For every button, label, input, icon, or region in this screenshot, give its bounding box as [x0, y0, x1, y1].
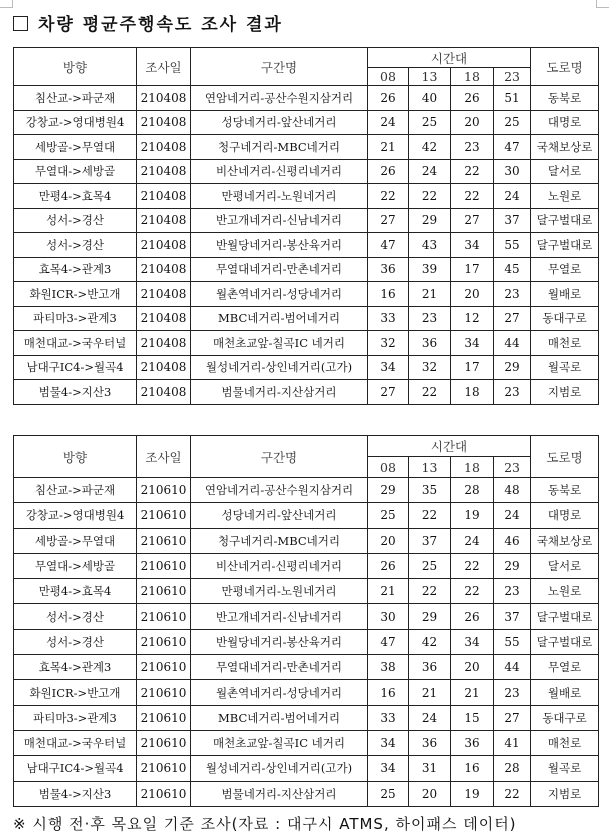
- cell-speed-18: 17: [451, 257, 494, 282]
- cell-speed-13: 22: [409, 380, 451, 405]
- header-direction: 방향: [14, 436, 137, 478]
- cell-survey-date: 210408: [137, 282, 191, 307]
- cell-section: 연암네거리-공산수원지삼거리: [191, 86, 368, 111]
- cell-speed-13: 35: [409, 478, 451, 503]
- cell-section: 월촌역네거리-성당네거리: [191, 282, 368, 307]
- cell-survey-date: 210408: [137, 135, 191, 160]
- table-row: [14, 756, 599, 781]
- cell-speed-13: 24: [409, 705, 451, 730]
- cell-speed-23: 55: [494, 629, 531, 654]
- cell-speed-13: 36: [409, 331, 451, 356]
- header-survey-date: 조사일: [137, 48, 191, 86]
- cell-road: 노원로: [531, 184, 599, 209]
- header-time-18: 18: [451, 457, 494, 478]
- table-row: [14, 781, 599, 806]
- cell-road: 월배로: [531, 282, 599, 307]
- survey-table-after: [13, 435, 599, 807]
- cell-speed-08: 47: [368, 233, 409, 258]
- cell-survey-date: 210408: [137, 159, 191, 184]
- cell-section: 연암네거리-공산수원지삼거리: [191, 478, 368, 503]
- cell-speed-13: 21: [409, 282, 451, 307]
- cell-speed-18: 27: [451, 208, 494, 233]
- cell-speed-23: 46: [494, 528, 531, 553]
- cell-speed-08: 30: [368, 604, 409, 629]
- page-corner-mark: [0, 0, 13, 8]
- cell-road: 달구벌대로: [531, 629, 599, 654]
- cell-survey-date: 210408: [137, 110, 191, 135]
- table-row: [14, 257, 599, 282]
- cell-section: 청구네거리-MBC네거리: [191, 528, 368, 553]
- cell-section: 만평네거리-노원네거리: [191, 579, 368, 604]
- cell-speed-13: 23: [409, 306, 451, 331]
- cell-speed-13: 32: [409, 355, 451, 380]
- cell-survey-date: 210610: [137, 553, 191, 578]
- page-corner-mark: [596, 0, 609, 8]
- cell-section: 반고개네거리-신남네거리: [191, 208, 368, 233]
- cell-speed-13: 36: [409, 655, 451, 680]
- cell-speed-18: 34: [451, 233, 494, 258]
- footnote: ※ 시행 전·후 목요일 기준 조사(자료 : 대구시 ATMS, 하이패스 데이터): [13, 815, 517, 833]
- cell-section: 월성네거리-상인네거리(고가): [191, 756, 368, 781]
- cell-speed-18: 23: [451, 135, 494, 160]
- cell-survey-date: 210408: [137, 331, 191, 356]
- cell-speed-13: 37: [409, 528, 451, 553]
- cell-speed-08: 27: [368, 380, 409, 405]
- table-row: [14, 680, 599, 705]
- cell-survey-date: 210610: [137, 680, 191, 705]
- cell-road: 국채보상로: [531, 528, 599, 553]
- cell-speed-23: 47: [494, 135, 531, 160]
- cell-speed-18: 18: [451, 380, 494, 405]
- cell-speed-13: 24: [409, 159, 451, 184]
- cell-speed-18: 34: [451, 629, 494, 654]
- cell-speed-18: 17: [451, 355, 494, 380]
- cell-speed-08: 24: [368, 110, 409, 135]
- header-road: 도로명: [531, 436, 599, 478]
- cell-speed-08: 32: [368, 331, 409, 356]
- cell-road: 국채보상로: [531, 135, 599, 160]
- header-road: 도로명: [531, 48, 599, 86]
- cell-direction: 화원ICR->반고개: [14, 680, 137, 705]
- cell-speed-08: 34: [368, 730, 409, 755]
- header-section: 구간명: [191, 48, 368, 86]
- cell-direction: 무열대->세방골: [14, 159, 137, 184]
- table-row: [14, 655, 599, 680]
- cell-direction: 무열대->세방골: [14, 553, 137, 578]
- cell-speed-18: 16: [451, 756, 494, 781]
- cell-direction: 침산교->파군재: [14, 86, 137, 111]
- cell-section: 반고개네거리-신남네거리: [191, 604, 368, 629]
- cell-direction: 만평4->효목4: [14, 579, 137, 604]
- cell-road: 월배로: [531, 680, 599, 705]
- cell-direction: 파티마3->관계3: [14, 705, 137, 730]
- cell-section: 비산네거리-신평리네거리: [191, 159, 368, 184]
- cell-speed-23: 41: [494, 730, 531, 755]
- cell-speed-23: 24: [494, 184, 531, 209]
- table-row: [14, 604, 599, 629]
- cell-speed-23: 37: [494, 604, 531, 629]
- cell-speed-13: 25: [409, 553, 451, 578]
- cell-direction: 효목4->관계3: [14, 655, 137, 680]
- cell-speed-18: 22: [451, 184, 494, 209]
- cell-section: 매천초교앞-칠곡IC 네거리: [191, 331, 368, 356]
- table-row: [14, 579, 599, 604]
- cell-direction: 성서->경산: [14, 629, 137, 654]
- cell-speed-08: 29: [368, 478, 409, 503]
- cell-direction: 화원ICR->반고개: [14, 282, 137, 307]
- cell-speed-23: 44: [494, 655, 531, 680]
- cell-road: 동대구로: [531, 306, 599, 331]
- cell-speed-18: 34: [451, 331, 494, 356]
- cell-speed-13: 22: [409, 503, 451, 528]
- cell-survey-date: 210408: [137, 380, 191, 405]
- cell-direction: 파티마3->관계3: [14, 306, 137, 331]
- cell-direction: 범물4->지산3: [14, 380, 137, 405]
- cell-survey-date: 210408: [137, 184, 191, 209]
- cell-speed-13: 22: [409, 184, 451, 209]
- survey-table-before: [13, 47, 599, 405]
- cell-survey-date: 210610: [137, 781, 191, 806]
- cell-speed-18: 20: [451, 110, 494, 135]
- cell-survey-date: 210408: [137, 86, 191, 111]
- cell-road: 달구벌대로: [531, 208, 599, 233]
- cell-survey-date: 210610: [137, 503, 191, 528]
- cell-speed-18: 20: [451, 282, 494, 307]
- cell-speed-23: 29: [494, 355, 531, 380]
- cell-speed-18: 22: [451, 553, 494, 578]
- cell-survey-date: 210408: [137, 233, 191, 258]
- cell-speed-13: 31: [409, 756, 451, 781]
- cell-speed-13: 36: [409, 730, 451, 755]
- cell-speed-23: 55: [494, 233, 531, 258]
- cell-section: MBC네거리-범어네거리: [191, 306, 368, 331]
- cell-section: 성당네거리-앞산네거리: [191, 110, 368, 135]
- cell-survey-date: 210610: [137, 756, 191, 781]
- cell-road: 지범로: [531, 781, 599, 806]
- table-row: [14, 86, 599, 111]
- cell-section: 범물네거리-지산삼거리: [191, 380, 368, 405]
- cell-speed-08: 25: [368, 781, 409, 806]
- table-row: [14, 110, 599, 135]
- table-row: [14, 478, 599, 503]
- table-row: [14, 306, 599, 331]
- cell-section: 무열대네거리-만촌네거리: [191, 257, 368, 282]
- cell-section: 매천초교앞-칠곡IC 네거리: [191, 730, 368, 755]
- cell-survey-date: 210610: [137, 478, 191, 503]
- table-row: [14, 553, 599, 578]
- page-title: [13, 10, 283, 35]
- table-row: [14, 503, 599, 528]
- cell-direction: 남대구IC4->월곡4: [14, 756, 137, 781]
- header-direction: 방향: [14, 48, 137, 86]
- cell-speed-18: 22: [451, 159, 494, 184]
- header-section: 구간명: [191, 436, 368, 478]
- cell-survey-date: 210610: [137, 579, 191, 604]
- cell-road: 지범로: [531, 380, 599, 405]
- cell-speed-23: 45: [494, 257, 531, 282]
- table-row: [14, 331, 599, 356]
- cell-section: 만평네거리-노원네거리: [191, 184, 368, 209]
- cell-survey-date: 210610: [137, 705, 191, 730]
- cell-speed-23: 48: [494, 478, 531, 503]
- cell-survey-date: 210610: [137, 528, 191, 553]
- cell-survey-date: 210408: [137, 306, 191, 331]
- cell-direction: 침산교->파군재: [14, 478, 137, 503]
- cell-road: 대명로: [531, 110, 599, 135]
- cell-section: 무열대네거리-만촌네거리: [191, 655, 368, 680]
- cell-section: 월촌역네거리-성당네거리: [191, 680, 368, 705]
- table-row: [14, 282, 599, 307]
- cell-direction: 강창교->영대병원4: [14, 503, 137, 528]
- cell-survey-date: 210610: [137, 629, 191, 654]
- cell-speed-18: 19: [451, 781, 494, 806]
- cell-section: 반월당네거리-봉산육거리: [191, 629, 368, 654]
- cell-road: 월곡로: [531, 355, 599, 380]
- header-time-18: 18: [451, 68, 494, 86]
- cell-speed-23: 44: [494, 331, 531, 356]
- cell-direction: 남대구IC4->월곡4: [14, 355, 137, 380]
- cell-section: 범물네거리-지산삼거리: [191, 781, 368, 806]
- cell-speed-13: 22: [409, 579, 451, 604]
- cell-speed-13: 40: [409, 86, 451, 111]
- cell-direction: 범물4->지산3: [14, 781, 137, 806]
- cell-direction: 세방골->무열대: [14, 135, 137, 160]
- header-time-08: 08: [368, 68, 409, 86]
- header-time-08: 08: [368, 457, 409, 478]
- cell-section: 월성네거리-상인네거리(고가): [191, 355, 368, 380]
- header-time-13: 13: [409, 457, 451, 478]
- cell-speed-08: 36: [368, 257, 409, 282]
- cell-speed-18: 19: [451, 503, 494, 528]
- cell-direction: 성서->경산: [14, 208, 137, 233]
- cell-speed-18: 26: [451, 86, 494, 111]
- cell-speed-18: 21: [451, 680, 494, 705]
- cell-speed-23: 22: [494, 781, 531, 806]
- cell-road: 동북로: [531, 86, 599, 111]
- cell-speed-08: 21: [368, 579, 409, 604]
- table-row: [14, 208, 599, 233]
- page-title-text: 차량 평균주행속도 조사 결과: [38, 15, 283, 35]
- table-row: [14, 380, 599, 405]
- cell-speed-13: 20: [409, 781, 451, 806]
- cell-speed-08: 22: [368, 184, 409, 209]
- cell-speed-08: 26: [368, 159, 409, 184]
- cell-speed-08: 47: [368, 629, 409, 654]
- cell-road: 매천로: [531, 730, 599, 755]
- header-time-23: 23: [494, 68, 531, 86]
- cell-survey-date: 210610: [137, 604, 191, 629]
- cell-direction: 세방골->무열대: [14, 528, 137, 553]
- cell-direction: 강창교->영대병원4: [14, 110, 137, 135]
- cell-road: 달서로: [531, 159, 599, 184]
- cell-speed-13: 29: [409, 604, 451, 629]
- table-row: [14, 355, 599, 380]
- cell-speed-08: 33: [368, 705, 409, 730]
- cell-speed-18: 24: [451, 528, 494, 553]
- cell-speed-23: 23: [494, 579, 531, 604]
- cell-section: 비산네거리-신평리네거리: [191, 553, 368, 578]
- cell-direction: 매천대교->국우터널: [14, 331, 137, 356]
- cell-road: 무열로: [531, 257, 599, 282]
- cell-speed-18: 12: [451, 306, 494, 331]
- cell-speed-23: 51: [494, 86, 531, 111]
- cell-road: 대명로: [531, 503, 599, 528]
- cell-speed-08: 33: [368, 306, 409, 331]
- cell-speed-23: 28: [494, 756, 531, 781]
- cell-speed-23: 25: [494, 110, 531, 135]
- header-time-band: 시간대: [368, 436, 531, 457]
- table-row: [14, 705, 599, 730]
- cell-speed-18: 22: [451, 579, 494, 604]
- cell-speed-13: 42: [409, 629, 451, 654]
- cell-speed-18: 28: [451, 478, 494, 503]
- cell-speed-18: 26: [451, 604, 494, 629]
- cell-speed-08: 34: [368, 756, 409, 781]
- table-row: [14, 233, 599, 258]
- cell-speed-23: 27: [494, 705, 531, 730]
- cell-speed-08: 38: [368, 655, 409, 680]
- cell-speed-13: 29: [409, 208, 451, 233]
- cell-speed-23: 23: [494, 380, 531, 405]
- cell-speed-23: 23: [494, 680, 531, 705]
- cell-road: 매천로: [531, 331, 599, 356]
- header-survey-date: 조사일: [137, 436, 191, 478]
- cell-speed-08: 27: [368, 208, 409, 233]
- cell-speed-08: 26: [368, 553, 409, 578]
- cell-section: 성당네거리-앞산네거리: [191, 503, 368, 528]
- cell-section: MBC네거리-범어네거리: [191, 705, 368, 730]
- cell-speed-23: 30: [494, 159, 531, 184]
- cell-speed-08: 20: [368, 528, 409, 553]
- cell-direction: 성서->경산: [14, 233, 137, 258]
- cell-section: 청구네거리-MBC네거리: [191, 135, 368, 160]
- header-time-23: 23: [494, 457, 531, 478]
- cell-survey-date: 210408: [137, 208, 191, 233]
- cell-road: 달구벌대로: [531, 604, 599, 629]
- table-row: [14, 730, 599, 755]
- cell-road: 무열로: [531, 655, 599, 680]
- cell-speed-13: 43: [409, 233, 451, 258]
- cell-speed-08: 16: [368, 680, 409, 705]
- cell-speed-18: 36: [451, 730, 494, 755]
- cell-road: 동대구로: [531, 705, 599, 730]
- cell-speed-23: 37: [494, 208, 531, 233]
- table-row: [14, 135, 599, 160]
- cell-speed-13: 39: [409, 257, 451, 282]
- cell-road: 월곡로: [531, 756, 599, 781]
- cell-speed-13: 25: [409, 110, 451, 135]
- empty-square-icon: [13, 16, 28, 31]
- table-row: [14, 629, 599, 654]
- table-row: [14, 184, 599, 209]
- cell-survey-date: 210610: [137, 655, 191, 680]
- cell-road: 달서로: [531, 553, 599, 578]
- cell-speed-08: 25: [368, 503, 409, 528]
- cell-direction: 매천대교->국우터널: [14, 730, 137, 755]
- cell-direction: 성서->경산: [14, 604, 137, 629]
- table-row: [14, 159, 599, 184]
- cell-speed-23: 29: [494, 553, 531, 578]
- cell-speed-08: 26: [368, 86, 409, 111]
- cell-section: 반월당네거리-봉산육거리: [191, 233, 368, 258]
- cell-road: 동북로: [531, 478, 599, 503]
- cell-survey-date: 210408: [137, 355, 191, 380]
- table-row: [14, 528, 599, 553]
- cell-survey-date: 210408: [137, 257, 191, 282]
- cell-direction: 효목4->관계3: [14, 257, 137, 282]
- cell-survey-date: 210610: [137, 730, 191, 755]
- header-time-band: 시간대: [368, 48, 531, 68]
- cell-speed-13: 42: [409, 135, 451, 160]
- cell-speed-23: 23: [494, 282, 531, 307]
- cell-speed-18: 20: [451, 655, 494, 680]
- cell-speed-08: 34: [368, 355, 409, 380]
- cell-speed-18: 15: [451, 705, 494, 730]
- cell-speed-08: 16: [368, 282, 409, 307]
- cell-speed-23: 24: [494, 503, 531, 528]
- cell-speed-13: 21: [409, 680, 451, 705]
- cell-road: 노원로: [531, 579, 599, 604]
- cell-road: 달구벌대로: [531, 233, 599, 258]
- cell-speed-23: 27: [494, 306, 531, 331]
- header-time-13: 13: [409, 68, 451, 86]
- cell-direction: 만평4->효목4: [14, 184, 137, 209]
- cell-speed-08: 21: [368, 135, 409, 160]
